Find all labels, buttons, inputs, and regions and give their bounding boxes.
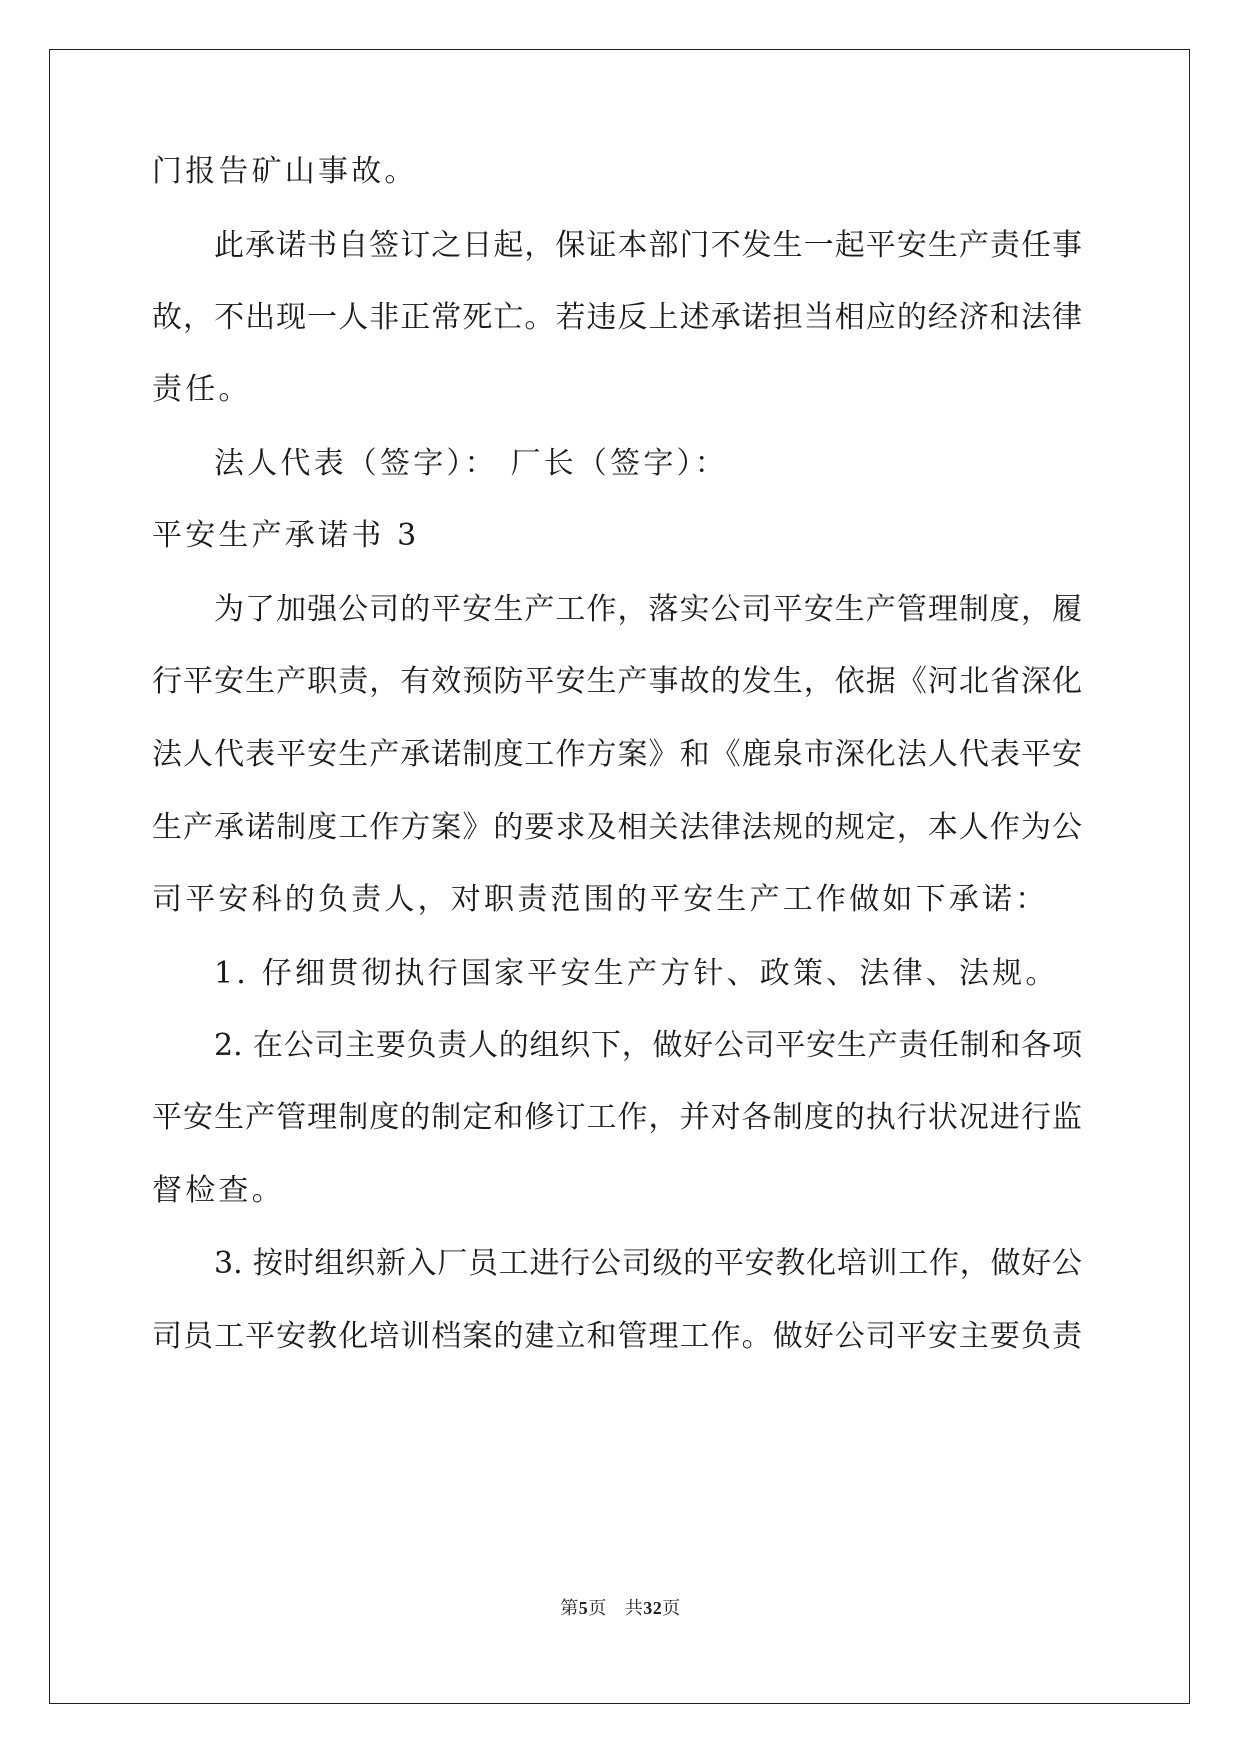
paragraph-line: 行平安生产职责，有效预防平安生产事故的发生，依据《河北省深化 xyxy=(152,664,1082,699)
paragraph-line: 门报告矿山事故。 xyxy=(152,154,418,189)
paragraph-line: 督检查。 xyxy=(152,1173,285,1208)
paragraph-line: 故，不出现一人非正常死亡。若违反上述承诺担当相应的经济和法律 xyxy=(152,300,1082,335)
section-heading: 平安生产承诺书 3 xyxy=(152,518,420,553)
signature-line: 法人代表（签字）： 厂长（签字）： xyxy=(214,446,728,481)
paragraph-line: 司员工平安教化培训档案的建立和管理工作。做好公司平安主要负责 xyxy=(152,1319,1082,1354)
paragraph-line: 为了加强公司的平安生产工作，落实公司平安生产管理制度，履 xyxy=(214,592,1082,627)
page-suffix: 页 xyxy=(588,1598,607,1619)
paragraph-line: 责任。 xyxy=(152,372,252,407)
total-suffix: 页 xyxy=(662,1598,681,1619)
list-item: 3. 按时组织新入厂员工进行公司级的平安教化培训工作，做好公 xyxy=(214,1246,1082,1281)
list-item: 1. 仔细贯彻执行国家平安生产方针、政策、法律、法规。 xyxy=(214,956,1059,991)
paragraph-line: 此承诺书自签订之日起，保证本部门不发生一起平安生产责任事 xyxy=(214,228,1082,263)
paragraph-line: 平安生产管理制度的制定和修订工作，并对各制度的执行状况进行监 xyxy=(152,1100,1082,1135)
paragraph-line: 生产承诺制度工作方案》的要求及相关法律法规的规定，本人作为公 xyxy=(152,810,1082,845)
total-prefix: 共 xyxy=(624,1598,644,1619)
page-footer xyxy=(0,1596,1241,1621)
page-number: 5 xyxy=(578,1598,589,1618)
paragraph-line: 司平安科的负责人，对职责范围的平安生产工作做如下承诺： xyxy=(152,882,1049,917)
page-prefix: 第 xyxy=(560,1598,579,1619)
list-item: 2. 在公司主要负责人的组织下，做好公司平安生产责任制和各项 xyxy=(214,1028,1082,1063)
total-pages: 32 xyxy=(643,1598,663,1618)
paragraph-line: 法人代表平安生产承诺制度工作方案》和《鹿泉市深化法人代表平安 xyxy=(152,737,1082,772)
